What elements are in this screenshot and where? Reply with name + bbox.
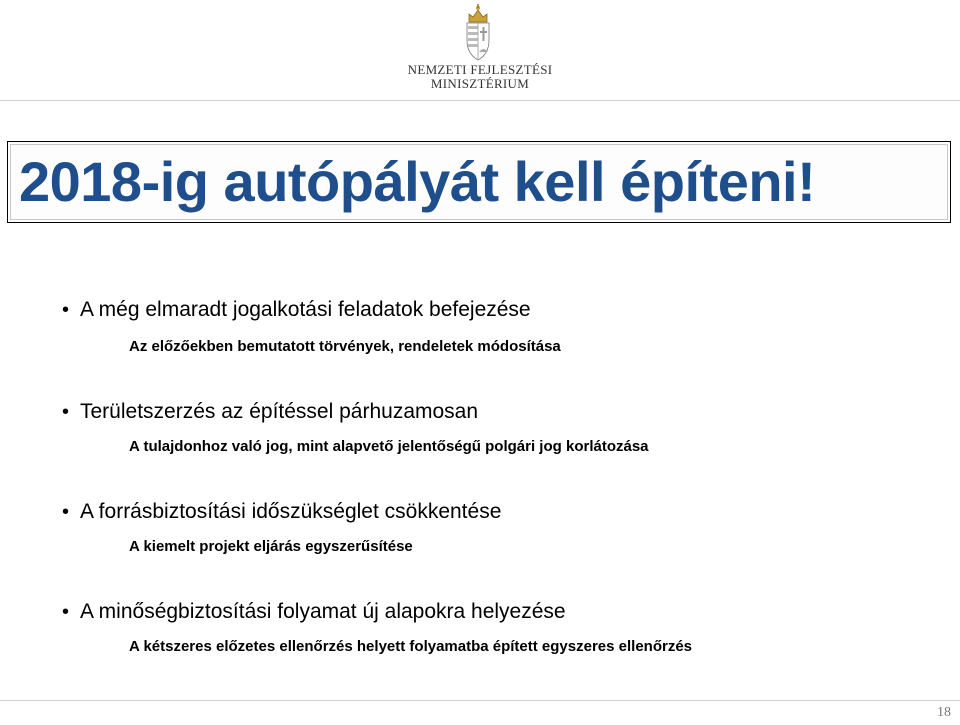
bullet-label: A forrásbiztosítási időszükséglet csökkentése [80, 500, 502, 523]
bullet-subtext: A kétszeres előzetes ellenőrzés helyett folyamatba épített egyszeres ellenőrzés [129, 638, 693, 655]
header-divider [0, 100, 960, 101]
bullet-subtext: A kiemelt projekt eljárás egyszerűsítése [129, 538, 413, 555]
bullet-item [62, 599, 566, 625]
bullet-dot-icon: • [62, 501, 70, 523]
bullet-label: Területszerzés az építéssel párhuzamosan [80, 400, 479, 423]
ministry-name-line2: MINISZTÉRIUM [430, 76, 530, 91]
bullet-item [62, 499, 501, 525]
bullet-label: A még elmaradt jogalkotási feladatok befejezése [80, 298, 531, 321]
bullet-label: A minőségbiztosítási folyamat új alapokra helyezése [80, 600, 566, 623]
slide-title: 2018-ig autópályát kell építeni! [19, 150, 816, 213]
bullet-dot-icon: • [62, 299, 70, 321]
coat-of-arms-icon [463, 4, 493, 62]
bullet-item [62, 399, 478, 425]
footer-divider [0, 700, 960, 701]
bullet-subtext: A tulajdonhoz való jog, mint alapvető jelentőségű polgári jog korlátozása [129, 438, 649, 455]
ministry-name-line1: NEMZETI FEJLESZTÉSI [407, 62, 553, 77]
bullet-subtext: Az előzőekben bemutatott törvények, rendeletek módosítása [129, 338, 561, 355]
page-number: 18 [937, 705, 951, 720]
bullet-dot-icon: • [62, 401, 70, 423]
ministry-logo [0, 0, 960, 100]
bullet-dot-icon: • [62, 601, 70, 623]
bullet-item [62, 297, 531, 323]
